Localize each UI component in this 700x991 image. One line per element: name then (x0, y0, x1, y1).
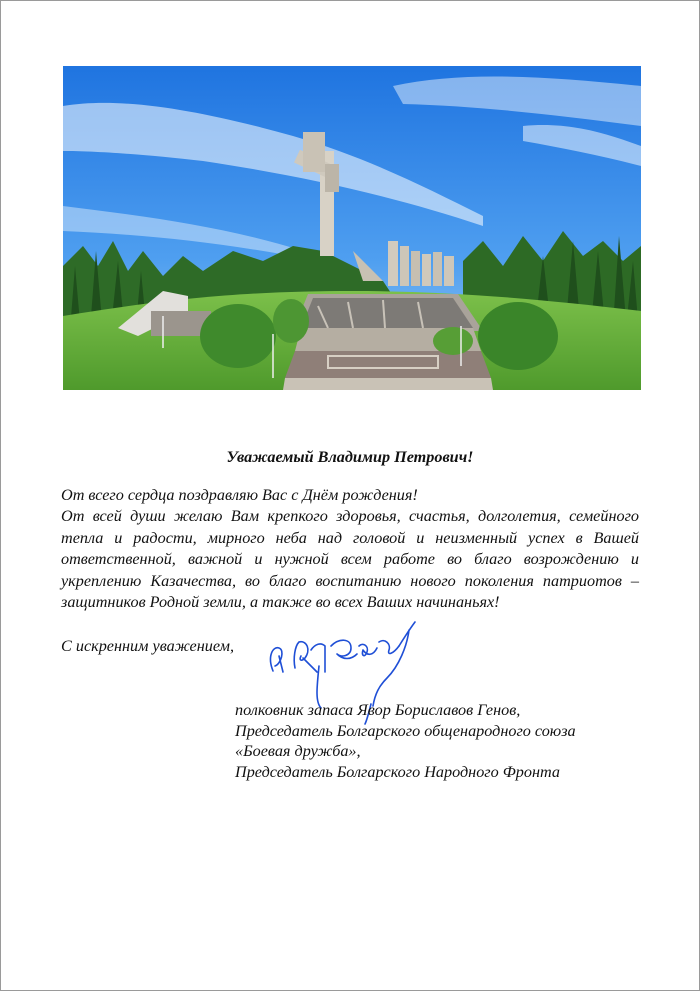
signer-rank-name: полковник запаса Явор Бориславов Генов, (235, 701, 521, 719)
signer-title-2: Председатель Болгарского Народного Фронта (235, 762, 560, 781)
signer-organization: «Боевая дружба», (235, 742, 361, 760)
signer-title-1: Председатель Болгарского общенародного союза (235, 721, 576, 740)
letter-greeting: Уважаемый Владимир Петрович! (226, 448, 474, 466)
letter-paragraph-1: От всего сердца поздравляю Вас с Днём рождения! (61, 485, 418, 504)
signer-block (235, 700, 675, 782)
letter-paragraph-2: От всей души желаю Вам крепкого здоровья, счастья, долголетия, семейного тепла и радости, мирного неба над головой и неизменный успех в Вашей ответственной, важной и нужной всем работе во благо возрождению и укреплению Казачества, во благо воспитанию нового поколения патриотов – защитников Родной земли, а также во всех Ваших начинаньях! (61, 507, 639, 611)
memorial-landscape-photo (63, 66, 641, 390)
memorial-photo-icon (63, 66, 641, 390)
letter-closing: С искренним уважением, (61, 636, 235, 655)
